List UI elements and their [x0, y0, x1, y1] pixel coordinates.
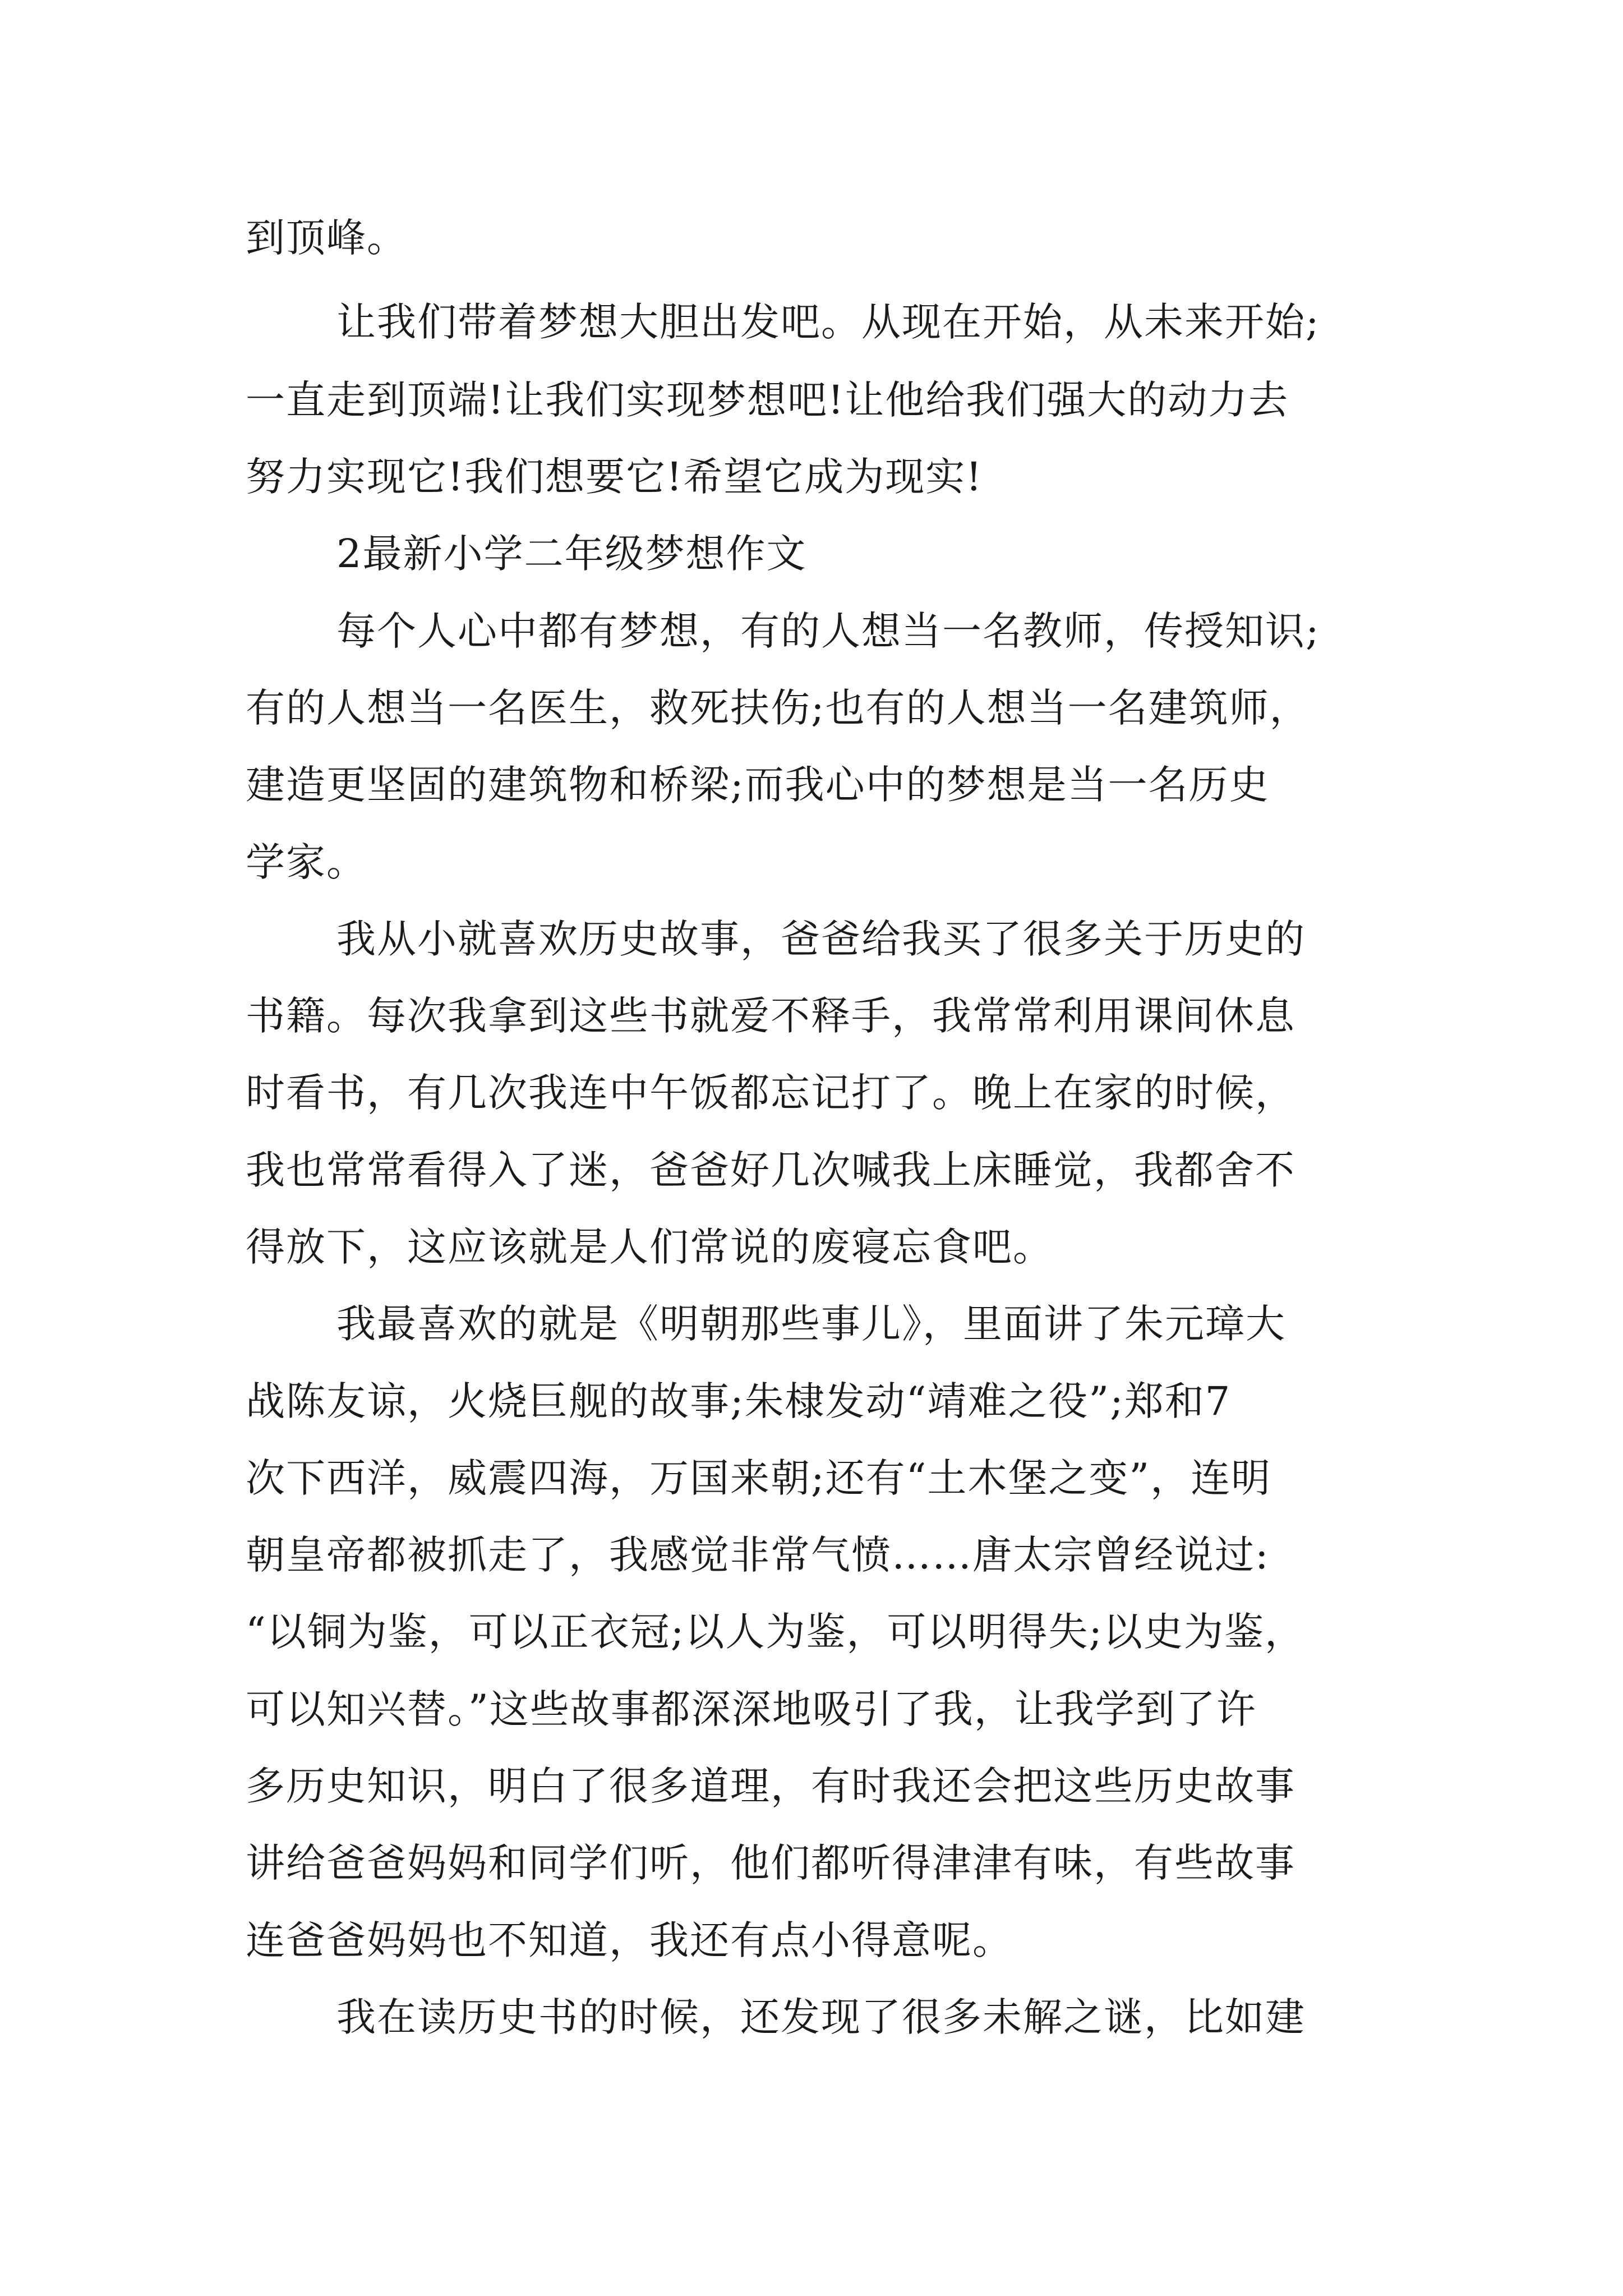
text-line-13: 我也常常看得入了迷，爸爸好几次喊我上床睡觉，我都舍不 — [246, 1147, 1295, 1193]
text-line-12: 时看书，有几次我连中午饭都忘记打了。晚上在家的时候， — [246, 1070, 1295, 1116]
text-line-6: 每个人心中都有梦想，有的人想当一名教师，传授知识; — [336, 608, 1320, 654]
text-line-23: 连爸爸妈妈也不知道，我还有点小得意呢。 — [246, 1917, 1013, 1963]
text-line-22: 讲给爸爸妈妈和同学们听，他们都听得津津有味，有些故事 — [246, 1840, 1295, 1886]
text-line-3: 一直走到顶端!让我们实现梦想吧!让他给我们强大的动力去 — [246, 377, 1289, 423]
section-heading: 2最新小学二年级梦想作文 — [336, 531, 807, 577]
text-line-4: 努力实现它!我们想要它!希望它成为现实! — [246, 454, 983, 500]
text-line-11: 书籍。每次我拿到这些书就爱不释手，我常常利用课间休息 — [246, 993, 1295, 1039]
text-line-8: 建造更坚固的建筑物和桥梁;而我心中的梦想是当一名历史 — [246, 762, 1270, 808]
text-line-9: 学家。 — [246, 839, 367, 885]
text-line-1: 到顶峰。 — [246, 215, 407, 261]
text-line-17: 次下西洋，威震四海，万国来朝;还有“土木堡之变”，连明 — [246, 1455, 1272, 1501]
text-line-14: 得放下，这应该就是人们常说的废寝忘食吧。 — [246, 1224, 1053, 1270]
text-line-7: 有的人想当一名医生，救死扶伤;也有的人想当一名建筑师， — [246, 685, 1310, 731]
text-line-10: 我从小就喜欢历史故事，爸爸给我买了很多关于历史的 — [336, 916, 1306, 962]
text-line-19: “以铜为鉴，可以正衣冠;以人为鉴，可以明得失;以史为鉴， — [246, 1609, 1305, 1655]
text-line-20: 可以知兴替。”这些故事都深深地吸引了我，让我学到了许 — [246, 1686, 1257, 1732]
text-line-15: 我最喜欢的就是《明朝那些事儿》，里面讲了朱元璋大 — [336, 1301, 1286, 1347]
text-line-18: 朝皇帝都被抓走了，我感觉非常气愤……唐太宗曾经说过: — [246, 1532, 1270, 1578]
text-line-24: 我在读历史书的时候，还发现了很多未解之谜，比如建 — [336, 1994, 1306, 2040]
text-line-21: 多历史知识，明白了很多道理，有时我还会把这些历史故事 — [246, 1763, 1295, 1809]
text-line-16: 战陈友谅，火烧巨舰的故事;朱棣发动“靖难之役”;郑和7 — [246, 1378, 1232, 1424]
text-line-2: 让我们带着梦想大胆出发吧。从现在开始，从未来开始; — [336, 299, 1320, 345]
